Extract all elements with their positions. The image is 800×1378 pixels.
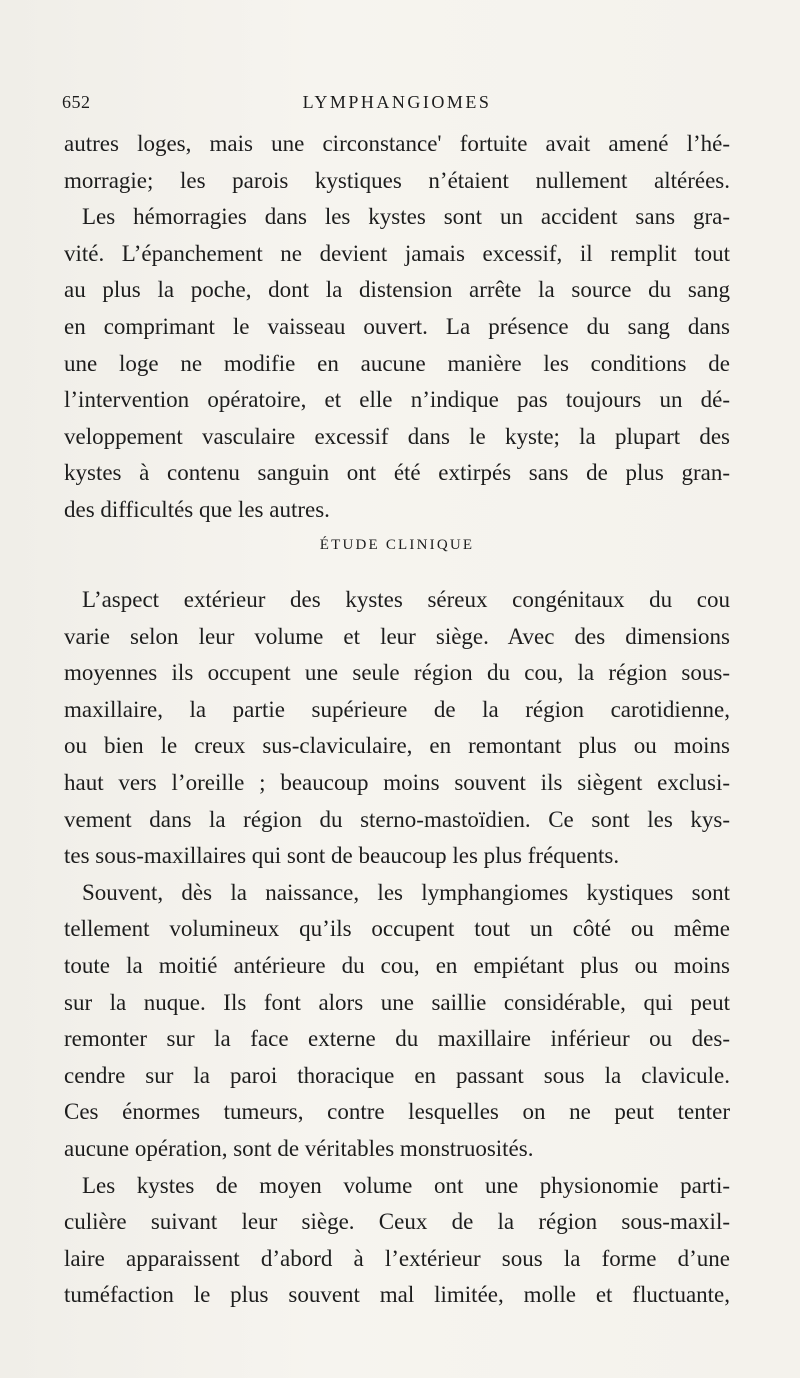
text-line: des difficultés que les autres.: [64, 496, 330, 522]
text-line: veloppement vasculaire excessif dans le kyste; la plupart des: [64, 423, 730, 449]
text-line: Les kystes de moyen volume ont une physionomie parti-: [82, 1172, 730, 1198]
page-header: [62, 92, 732, 120]
text-line: sur la nuque. Ils font alors une saillie considérable, qui peut: [64, 989, 730, 1015]
text-line: l’intervention opératoire, et elle n’indique pas toujours un dé-: [64, 387, 730, 413]
text-line: haut vers l’oreille ; beaucoup moins souvent ils siègent exclusi-: [64, 769, 730, 795]
paragraph-clinical-study: [64, 582, 730, 1314]
text-line: varie selon leur volume et leur siège. Avec des dimensions: [64, 623, 730, 649]
text-line: tuméfaction le plus souvent mal limitée, molle et fluctuante,: [64, 1282, 730, 1308]
text-line: en comprimant le vaisseau ouvert. La présence du sang dans: [64, 313, 730, 339]
text-line: une loge ne modifie en aucune manière les conditions de: [64, 350, 730, 376]
text-line: maxillaire, la partie supérieure de la région carotidienne,: [64, 696, 730, 722]
text-line: Ces énormes tumeurs, contre lesquelles on ne peut tenter: [64, 1099, 730, 1125]
text-line: remonter sur la face externe du maxillaire inférieur ou des-: [64, 1026, 730, 1052]
text-line: autres loges, mais une circonstance' fortuite avait amené l’hé-: [64, 131, 730, 156]
text-line: vement dans la région du sterno-mastoïdien. Ce sont les kys-: [64, 806, 730, 832]
text-line: toute la moitié antérieure du cou, en empiétant plus ou moins: [64, 952, 730, 978]
text-line: laire apparaissent d’abord à l’extérieur sous la forme d’une: [64, 1245, 730, 1271]
text-line: tes sous-maxillaires qui sont de beaucoup les plus fréquents.: [64, 843, 620, 869]
text-line: culière suivant leur siège. Ceux de la région sous-maxil-: [64, 1209, 730, 1235]
section-heading: ÉTUDE CLINIQUE: [319, 537, 475, 553]
paragraph-hemorrhage: [64, 126, 730, 529]
text-line: Les hémorragies dans les kystes sont un accident sans gra-: [82, 204, 730, 230]
text-line: moyennes ils occupent une seule région du cou, la région sous-: [64, 660, 730, 686]
text-line: kystes à contenu sanguin ont été extirpés sans de plus gran-: [64, 460, 730, 486]
text-line: aucune opération, sont de véritables monstruosités.: [64, 1135, 534, 1161]
text-line: ou bien le creux sus-claviculaire, en remontant plus ou moins: [64, 733, 730, 759]
text-line: cendre sur la paroi thoracique en passant sous la clavicule.: [64, 1062, 730, 1088]
text-line: vité. L’épanchement ne devient jamais excessif, il remplit tout: [64, 240, 730, 266]
text-line: au plus la poche, dont la distension arrête la source du sang: [64, 277, 730, 303]
text-line: tellement volumineux qu’ils occupent tout un côté ou même: [64, 916, 730, 942]
text-line: morragie; les parois kystiques n’étaient nullement altérées.: [64, 167, 730, 193]
text-line: Souvent, dès la naissance, les lymphangiomes kystiques sont: [82, 879, 730, 905]
text-line: L’aspect extérieur des kystes séreux congénitaux du cou: [82, 587, 730, 612]
page-number: 652: [62, 92, 91, 112]
running-title: LYMPHANGIOMES: [302, 92, 492, 112]
